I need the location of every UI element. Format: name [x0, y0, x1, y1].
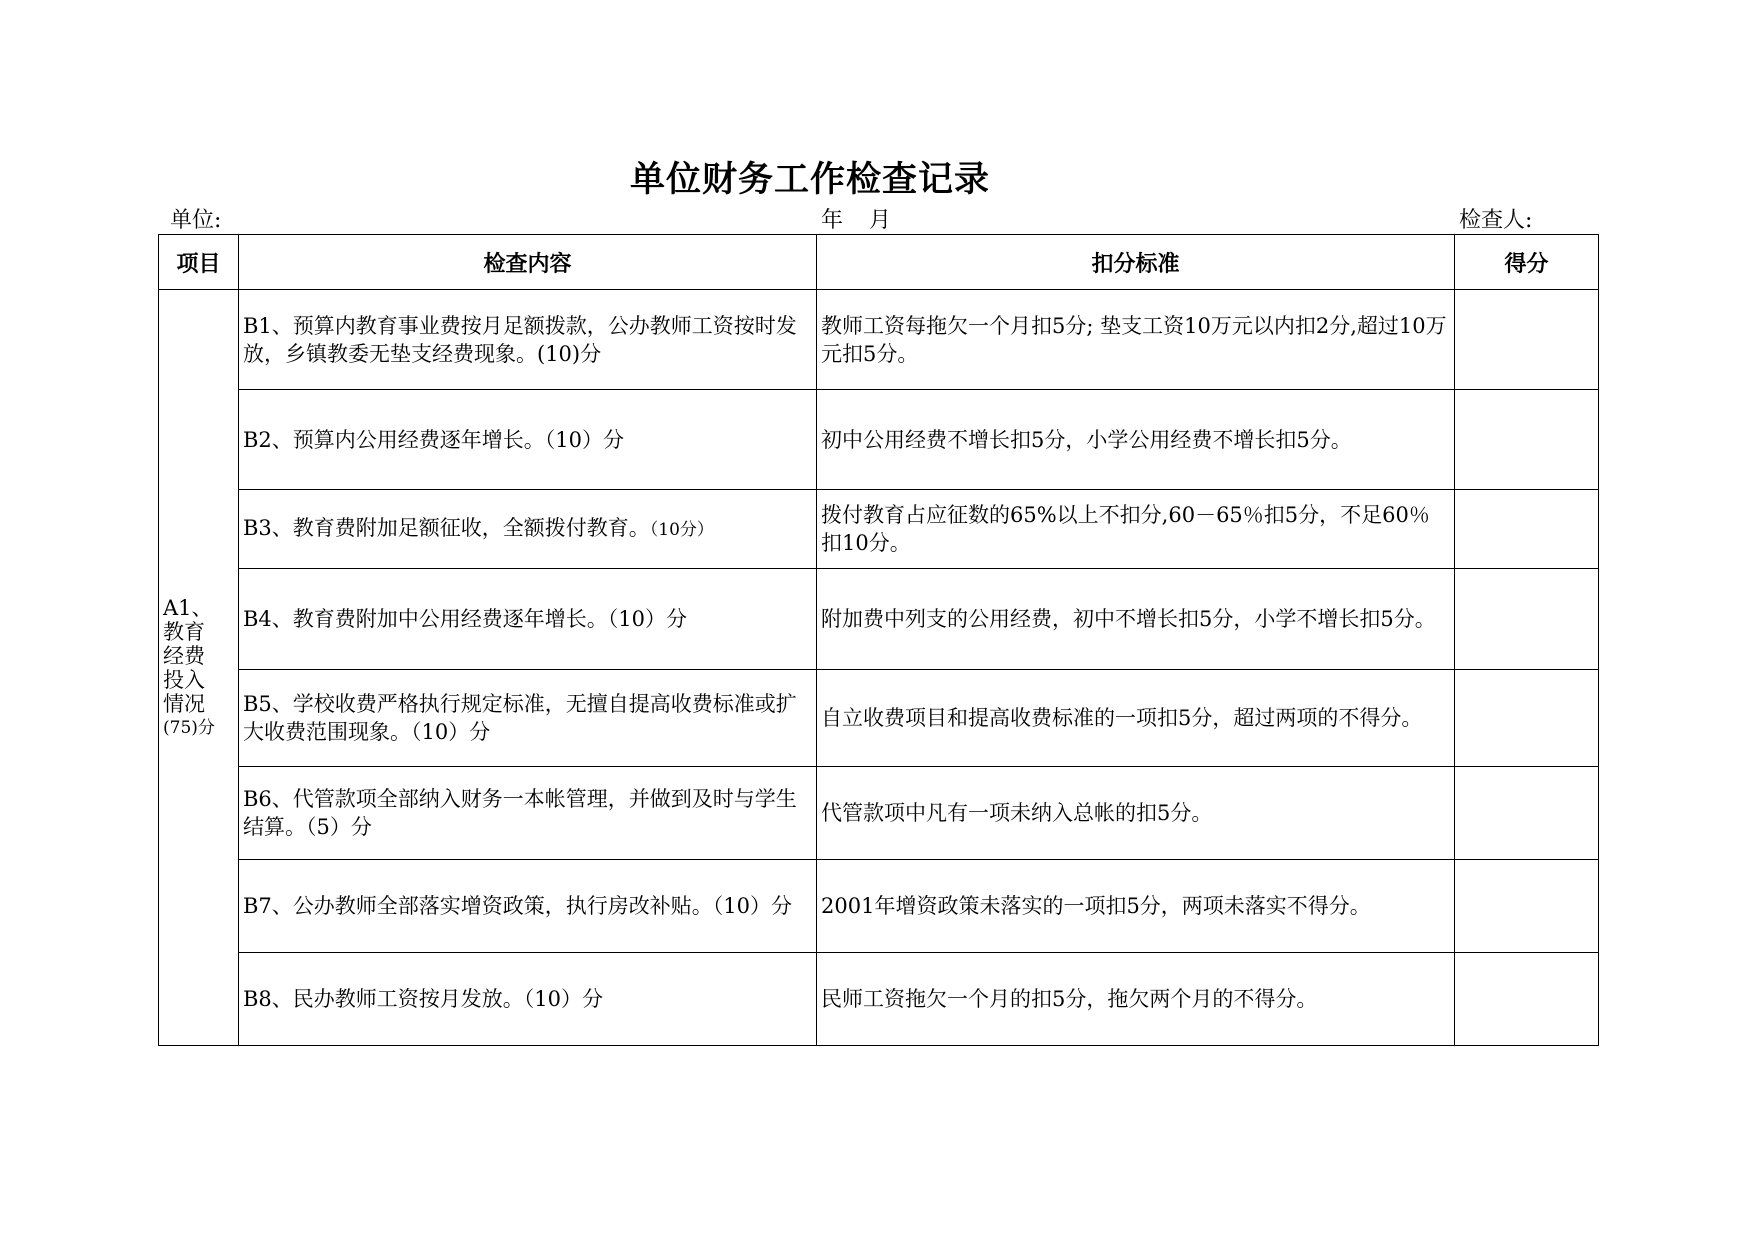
deduction-criteria: 拨付教育占应征数的65%以上不扣分,60－65％扣5分，不足60％扣10分。 — [817, 490, 1455, 569]
check-content: B2、预算内公用经费逐年增长。（10）分 — [239, 390, 817, 490]
table-row — [159, 767, 1599, 860]
header-item: 项目 — [159, 235, 239, 290]
check-content: B8、民办教师工资按月发放。（10）分 — [239, 953, 817, 1046]
year-label: 年 — [821, 208, 844, 233]
score-cell[interactable] — [1455, 490, 1599, 569]
score-cell[interactable] — [1455, 670, 1599, 767]
deduction-criteria: 初中公用经费不增长扣5分，小学公用经费不增长扣5分。 — [817, 390, 1455, 490]
deduction-criteria: 教师工资每拖欠一个月扣5分; 垫支工资10万元以内扣2分,超过10万元扣5分。 — [817, 290, 1455, 390]
check-content: B1、预算内教育事业费按月足额拨款，公办教师工资按时发放，乡镇教委无垫支经费现象。(10)分 — [239, 290, 817, 390]
table-row — [159, 290, 1599, 390]
date-label — [821, 203, 891, 234]
header-content: 检查内容 — [239, 235, 817, 290]
document-title: 单位财务工作检查记录 — [629, 160, 990, 200]
group-name-line: 情况 — [163, 691, 205, 716]
deduction-criteria: 民师工资拖欠一个月的扣5分，拖欠两个月的不得分。 — [817, 953, 1455, 1046]
deduction-criteria: 附加费中列支的公用经费，初中不增长扣5分，小学不增长扣5分。 — [817, 569, 1455, 670]
group-name-line: 投入 — [163, 667, 205, 692]
group-name-line: 经费 — [163, 643, 205, 668]
table-row — [159, 953, 1599, 1046]
score-cell[interactable] — [1455, 860, 1599, 953]
table-header-row — [159, 235, 1599, 290]
header-criteria: 扣分标准 — [817, 235, 1455, 290]
check-content-main: B3、教育费附加足额征收，全额拨付教育。 — [243, 516, 650, 540]
inspection-table — [158, 234, 1599, 1046]
score-cell[interactable] — [1455, 953, 1599, 1046]
score-cell[interactable] — [1455, 290, 1599, 390]
score-cell[interactable] — [1455, 390, 1599, 490]
group-points: (75)分 — [163, 717, 215, 738]
inspector-label: 检查人: — [1459, 208, 1533, 233]
deduction-criteria: 代管款项中凡有一项未纳入总帐的扣5分。 — [817, 767, 1455, 860]
group-cell — [159, 290, 239, 1046]
check-content: B4、教育费附加中公用经费逐年增长。（10）分 — [239, 569, 817, 670]
deduction-criteria: 2001年增资政策未落实的一项扣5分，两项未落实不得分。 — [817, 860, 1455, 953]
check-content-points: （10分） — [649, 520, 714, 540]
deduction-criteria: 自立收费项目和提高收费标准的一项扣5分，超过两项的不得分。 — [817, 670, 1455, 767]
table-row — [159, 670, 1599, 767]
check-content: B6、代管款项全部纳入财务一本帐管理，并做到及时与学生结算。（5）分 — [239, 767, 817, 860]
score-cell[interactable] — [1455, 767, 1599, 860]
check-content: B5、学校收费严格执行规定标准，无擅自提高收费标准或扩大收费范围现象。（10）分 — [239, 670, 817, 767]
check-content: B7、公办教师全部落实增资政策，执行房改补贴。（10）分 — [239, 860, 817, 953]
table-row — [159, 490, 1599, 569]
table-row — [159, 569, 1599, 670]
check-content — [239, 490, 817, 569]
table-row — [159, 390, 1599, 490]
table-row — [159, 860, 1599, 953]
month-label: 月 — [869, 208, 892, 233]
score-cell[interactable] — [1455, 569, 1599, 670]
group-name-line: 教育 — [163, 619, 205, 644]
unit-label: 单位: — [170, 208, 222, 233]
header-score: 得分 — [1455, 235, 1599, 290]
group-code: A1、 — [163, 595, 213, 620]
